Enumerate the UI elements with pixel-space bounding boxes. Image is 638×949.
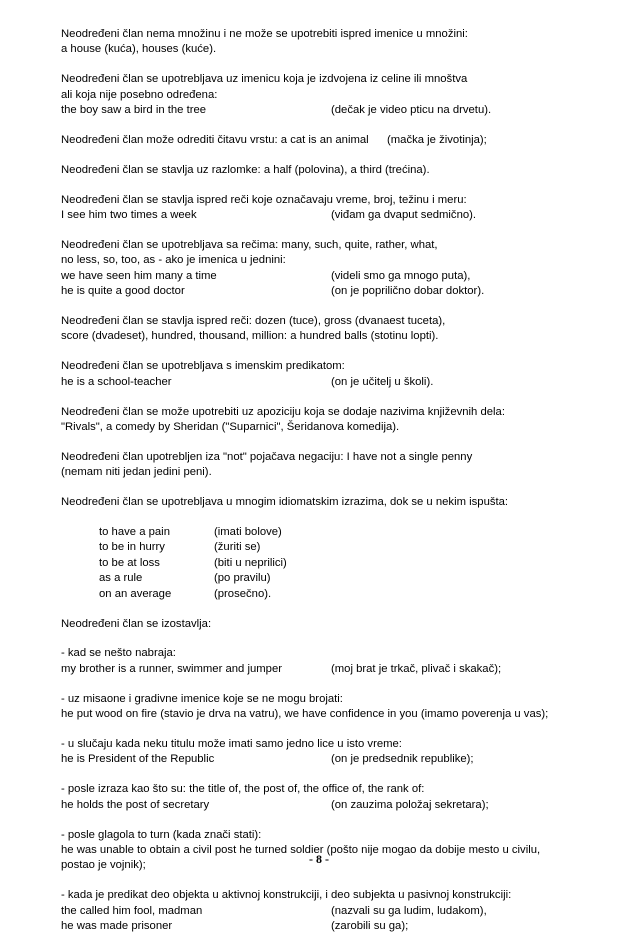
line-text: (nemam niti jedan jedini peni). — [61, 466, 212, 479]
line-text: "Rivals", a comedy by Sheridan ("Suparnici", Šeridanova komedija). — [61, 421, 400, 434]
translation-text: (on zauzima položaj sekretara); — [331, 798, 489, 811]
line-text: he is President of the Republic — [61, 753, 215, 766]
translation-text: (imati bolove) — [214, 526, 282, 539]
line-text: - uz misaone i gradivne imenice koje se ne mogu brojati: — [61, 692, 343, 705]
text-line — [99, 540, 621, 555]
page-number: - 8 - — [309, 852, 329, 866]
line-text: ali koja nije posebno određena: — [61, 88, 218, 101]
line-text: Neodređeni član se izostavlja: — [61, 617, 212, 630]
translation-text: (žuriti se) — [214, 541, 261, 554]
text-line — [61, 692, 621, 707]
text-line — [61, 707, 621, 722]
line-text: he is quite a good doctor — [61, 285, 185, 298]
paragraph — [61, 646, 621, 677]
text-line — [61, 450, 621, 465]
text-line — [61, 42, 621, 57]
line-text: Neodređeni član se stavlja uz razlomke: a half (polovina), a third (trećina). — [61, 163, 430, 176]
line-text: - posle glagola to turn (kada znači stati): — [61, 828, 262, 841]
idiom-list — [99, 525, 621, 602]
text-line — [61, 420, 621, 435]
line-text: a house (kuća), houses (kuće). — [61, 43, 217, 56]
paragraph — [61, 27, 621, 58]
text-line — [61, 103, 621, 118]
line-text: the boy saw a bird in the tree — [61, 104, 207, 117]
text-line — [61, 617, 621, 632]
line-text: he put wood on fire (stavio je drva na vatru), we have confidence in you (imamo poverenja u vas); — [61, 708, 549, 721]
text-line — [61, 193, 621, 208]
line-text: the called him fool, madman — [61, 904, 203, 917]
translation-text: (viđam ga dvaput sedmično). — [331, 209, 477, 222]
translation-text: (prosečno). — [214, 587, 272, 600]
text-line — [99, 587, 621, 602]
line-text: he holds the post of secretary — [61, 798, 210, 811]
text-line — [61, 163, 621, 178]
paragraph — [61, 495, 621, 510]
line-text: I see him two times a week — [61, 209, 197, 222]
text-line — [61, 88, 621, 103]
text-line — [99, 556, 621, 571]
paragraph — [61, 782, 621, 813]
paragraph — [61, 450, 621, 481]
text-line — [61, 329, 621, 344]
translation-text: (mačka je životinja); — [387, 133, 487, 146]
line-text: Neodređeni član se upotrebljava u mnogim idiomatskim izrazima, dok se u nekim ispušta: — [61, 496, 509, 509]
text-line — [61, 662, 621, 677]
text-line — [61, 919, 621, 934]
translation-text: (biti u neprilici) — [214, 556, 287, 569]
text-line — [99, 525, 621, 540]
paragraph — [61, 163, 621, 178]
line-text: to be in hurry — [99, 541, 165, 554]
line-text: Neodređeni član se upotrebljava uz imenicu koja je izdvojena iz celine ili mnoštva — [61, 73, 468, 86]
line-text: he was unable to obtain a civil post he turned soldier (pošto nije mogao da dobije mesto u civilu, — [61, 843, 541, 856]
line-text: we have seen him many a time — [61, 269, 217, 282]
translation-text: (po pravilu) — [214, 572, 271, 585]
text-line — [61, 888, 621, 903]
line-text: Neodređeni član se upotrebljava s imenskim predikatom: — [61, 360, 345, 373]
line-text: Neodređeni član se stavlja ispred reči koje označavaju vreme, broj, težinu i meru: — [61, 193, 467, 206]
text-line — [61, 314, 621, 329]
paragraph — [61, 405, 621, 436]
text-line — [61, 269, 621, 284]
line-text: he was made prisoner — [61, 920, 173, 933]
text-line — [61, 782, 621, 797]
line-text: Neodređeni član se može upotrebiti uz apoziciju koja se dodaje nazivima književnih dela: — [61, 405, 505, 418]
text-line — [61, 405, 621, 420]
line-text: score (dvadeset), hundred, thousand, million: a hundred balls (stotinu lopti). — [61, 330, 439, 343]
text-line — [61, 904, 621, 919]
line-text: to have a pain — [99, 526, 170, 539]
text-line — [61, 752, 621, 767]
text-line — [61, 238, 621, 253]
text-line — [61, 375, 621, 390]
text-line — [99, 571, 621, 586]
text-line — [61, 798, 621, 813]
text-line — [61, 27, 621, 42]
text-line — [61, 646, 621, 661]
line-text: my brother is a runner, swimmer and jumper — [61, 662, 282, 675]
text-line — [61, 828, 621, 843]
line-text: - posle izraza kao što su: the title of, the post of, the office of, the rank of: — [61, 783, 425, 796]
paragraph — [61, 737, 621, 768]
text-line — [61, 72, 621, 87]
paragraph — [61, 359, 621, 390]
text-line — [61, 208, 621, 223]
translation-text: (on je učitelj u školi). — [331, 375, 434, 388]
text-line — [61, 359, 621, 374]
text-line — [61, 737, 621, 752]
document-body — [61, 27, 621, 949]
line-text: Neodređeni član se upotrebljava sa rečima: many, such, quite, rather, what, — [61, 239, 438, 252]
translation-text: (on je poprilično dobar doktor). — [331, 285, 485, 298]
text-line — [61, 253, 621, 268]
line-text: to be at loss — [99, 556, 160, 569]
paragraph — [61, 72, 621, 118]
paragraph — [61, 238, 621, 300]
paragraph — [61, 314, 621, 345]
text-line — [61, 495, 621, 510]
line-text: he is a school-teacher — [61, 375, 172, 388]
translation-text: (dečak je video pticu na drvetu). — [331, 104, 492, 117]
text-line — [61, 284, 621, 299]
translation-text: (nazvali su ga ludim, ludakom), — [331, 904, 487, 917]
translation-text: (zarobili su ga); — [331, 920, 409, 933]
line-text: - kada je predikat deo objekta u aktivnoj konstrukciji, i deo subjekta u pasivnoj konstrukciji: — [61, 889, 512, 902]
translation-text: (moj brat je trkač, plivač i skakač); — [331, 662, 502, 675]
translation-text: (videli smo ga mnogo puta), — [331, 269, 471, 282]
line-text: on an average — [99, 587, 172, 600]
text-line — [61, 465, 621, 480]
line-text: postao je vojnik); — [61, 859, 146, 872]
text-line — [61, 133, 621, 148]
paragraph — [61, 133, 621, 148]
line-text: Neodređeni član se stavlja ispred reči: dozen (tuce), gross (dvanaest tuceta), — [61, 315, 446, 328]
paragraph — [61, 692, 621, 723]
paragraph — [61, 888, 621, 934]
line-text: as a rule — [99, 572, 143, 585]
translation-text: (on je predsednik republike); — [331, 753, 474, 766]
line-text: Neodređeni član nema množinu i ne može se upotrebiti ispred imenice u množini: — [61, 28, 468, 40]
paragraph — [61, 193, 621, 224]
line-text: Neodređeni član upotrebljen iza "not" pojačava negaciju: I have not a single penny — [61, 450, 473, 463]
line-text: no less, so, too, as - ako je imenica u jednini: — [61, 254, 286, 267]
line-text: - u slučaju kada neku titulu može imati samo jedno lice u isto vreme: — [61, 738, 402, 750]
line-text: - kad se nešto nabraja: — [61, 647, 176, 660]
line-text: Neodređeni član može odrediti čitavu vrstu: a cat is an animal — [61, 133, 369, 146]
paragraph — [61, 617, 621, 632]
